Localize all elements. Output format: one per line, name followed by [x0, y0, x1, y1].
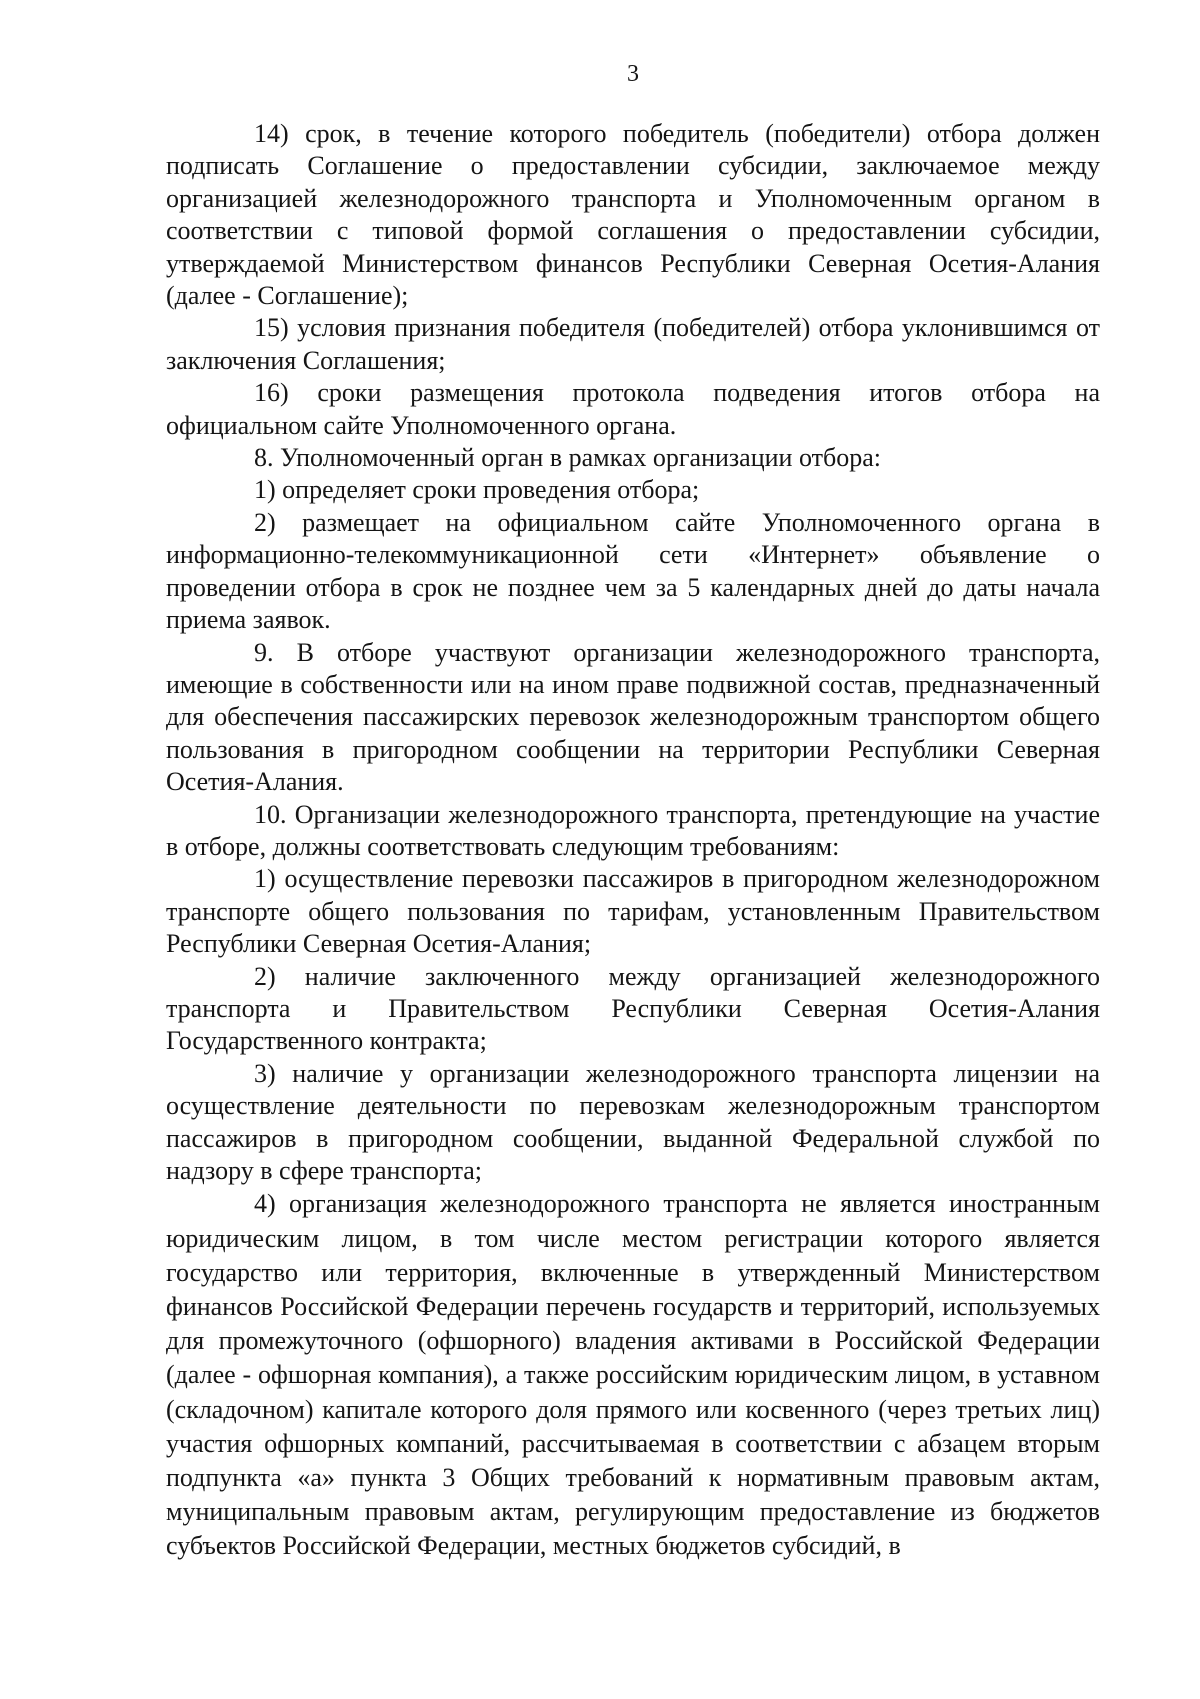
- page-number: 3: [627, 61, 639, 87]
- paragraph-clause-10-item-4: 4) организация железнодорожного транспорта не является иностранным юридическим лицом, в том числе местом регистрации которого является государство или территория, включенные в утвержденный Министерством финансов Российской Федерации перечень государств и территорий, используемых для промежуточного (офшорного) владения активами в Российской Федерации (далее - офшорная компания), а также российским юридическим лицом, в уставном (складочном) капитале которого доля прямого или косвенного (через третьих лиц) участия офшорных компаний, рассчитываемая в соответствии с абзацем вторым подпункта «а» пункта 3 Общих требований к нормативным правовым актам, муниципальным правовым актам, регулирующим предоставление из бюджетов субъектов Российской Федерации, местных бюджетов субсидий, в: [166, 1189, 1100, 1561]
- paragraph-clause-8-item-1: 1) определяет сроки проведения отбора;: [254, 475, 700, 505]
- paragraph-item-14: 14) срок, в течение которого победитель (победители) отбора должен подписать Соглашение о предоставлении субсидии, заключаемое между организацией железнодорожного транспорта и Уполномоченным органом в соответствии с типовой формой соглашения о предоставлении субсидии, утверждаемой Министерством финансов Республики Северная Осетия-Алания (далее - Соглашение);: [166, 119, 1100, 311]
- paragraph-clause-9: 9. В отборе участвуют организации железнодорожного транспорта, имеющие в собственности или на ином праве подвижной состав, предназначенный для обеспечения пассажирских перевозок железнодорожным транспортом общего пользования в пригородном сообщении на территории Республики Северная Осетия-Алания.: [166, 637, 1100, 797]
- paragraph-clause-10-item-2: 2) наличие заключенного между организацией железнодорожного транспорта и Правительством Республики Северная Осетия-Алания Государственного контракта;: [166, 961, 1100, 1056]
- paragraph-clause-8-item-2: 2) размещает на официальном сайте Уполномоченного органа в информационно-телекоммуникационной сети «Интернет» объявление о проведении отбора в срок не позднее чем за 5 календарных дней до даты начала приема заявок.: [166, 507, 1100, 635]
- paragraph-clause-10-item-1: 1) осуществление перевозки пассажиров в пригородном железнодорожном транспорте общего пользования по тарифам, установленным Правительством Республики Северная Осетия-Алания;: [166, 864, 1100, 959]
- paragraph-item-16: 16) сроки размещения протокола подведения итогов отбора на официальном сайте Уполномоченного органа.: [166, 378, 1100, 440]
- paragraph-item-15: 15) условия признания победителя (победителей) отбора уклонившимся от заключения Соглашения;: [166, 313, 1100, 375]
- paragraph-clause-10: 10. Организации железнодорожного транспорта, претендующие на участие в отборе, должны соответствовать следующим требованиям:: [166, 799, 1100, 861]
- paragraph-clause-8: 8. Уполномоченный орган в рамках организации отбора:: [254, 443, 881, 473]
- paragraph-clause-10-item-3: 3) наличие у организации железнодорожного транспорта лицензии на осуществление деятельности по перевозкам железнодорожным транспортом пассажиров в пригородном сообщении, выданной Федеральной службой по надзору в сфере транспорта;: [166, 1058, 1100, 1185]
